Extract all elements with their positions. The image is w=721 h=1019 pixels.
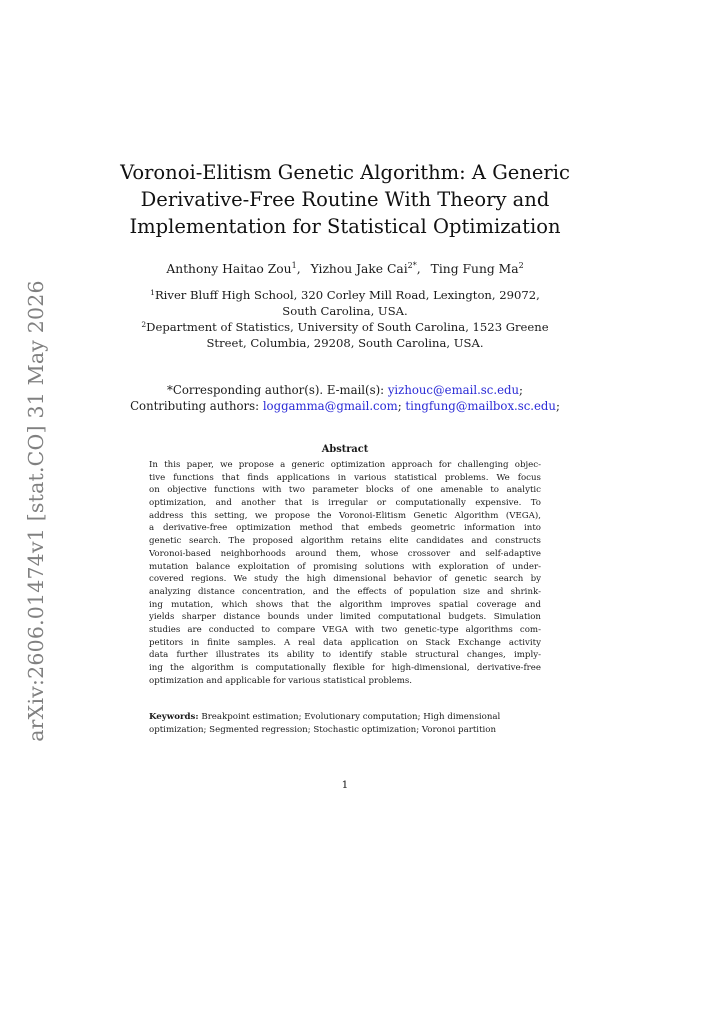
affiliation <box>110 320 580 351</box>
punctuation: ; <box>519 383 523 397</box>
affiliation-mark: 2 <box>141 320 147 329</box>
abstract-heading: Abstract <box>321 444 369 455</box>
page-number: 1 <box>341 779 349 791</box>
keywords-line: optimization; Segmented regression; Stochastic optimization; Voronoi partition <box>149 724 497 735</box>
corresponding-email-link[interactable]: yizhouc@email.sc.edu <box>387 383 519 397</box>
paper-title <box>110 159 580 240</box>
author-affiliation-mark: 1 <box>291 261 297 270</box>
abstract-line: a derivative-free optimization method that embeds geometric information into <box>149 523 541 534</box>
affiliation-line: Street, Columbia, 29208, South Carolina, USA. <box>206 335 484 350</box>
abstract-line: studies are conducted to compare VEGA with two genetic-type algorithms com- <box>149 624 541 635</box>
abstract-line: Voronoi-based neighborhoods around them, whose crossover and self-adaptive <box>149 548 541 559</box>
abstract-line: analyzing distance concentration, and the effects of population size and shrink- <box>149 586 541 597</box>
abstract-line: optimization and applicable for various statistical problems. <box>149 675 413 686</box>
punctuation: ; <box>555 399 560 413</box>
author-name: Yizhou Jake Cai <box>310 262 408 276</box>
abstract-line: ing the algorithm is computationally flexible for high-dimensional, derivative-free <box>149 663 541 673</box>
abstract-line: tive functions that finds applications in various statistical problems. We focus <box>149 472 541 483</box>
keywords-label: Keywords: <box>149 712 199 722</box>
affiliation-mark: 1 <box>150 288 155 297</box>
abstract-body <box>149 459 541 687</box>
title-line: Implementation for Statistical Optimization <box>129 215 561 238</box>
corresponding-label: *Corresponding author(s). E-mail(s): <box>167 383 385 397</box>
abstract-line: In this paper, we propose a generic optimization approach for challenging objec- <box>149 460 541 470</box>
affiliation-line: River Bluff High School, 320 Corley Mill Road, Lexington, 29072, <box>154 288 540 302</box>
affiliation-line: Department of Statistics, University of South Carolina, 1523 Greene <box>146 320 549 334</box>
abstract-line: mutation balance exploitation of promising solutions with exploration of under- <box>149 561 541 572</box>
abstract-line: ing mutation, which shows that the algorithm improves spatial coverage and <box>149 599 541 610</box>
title-line: Derivative-Free Routine With Theory and <box>140 188 550 211</box>
author-affiliation-mark: 2 <box>518 261 524 270</box>
author-list: Anthony Haitao Zou$^1$, Yizhou Jake Cai$^{2*}$, Ting Fung Ma$^2$ <box>166 261 524 276</box>
affiliation <box>110 288 580 319</box>
contributing-label: Contributing authors: <box>130 399 260 413</box>
arxiv-stamp-text: arXiv:2606.01474v1 [stat.CO] 31 May 2026 <box>24 280 48 742</box>
punctuation: ; <box>397 399 402 413</box>
abstract-line: genetic search. The proposed algorithm retains elite candidates and constructs <box>149 536 541 547</box>
abstract-line: yields sharper distance bounds under limited computational budgets. Simulation <box>149 612 541 623</box>
author-affiliation-mark: 2* <box>407 261 417 270</box>
contributing-email-link[interactable]: loggamma@gmail.com <box>262 399 398 413</box>
abstract-line: optimization, and another that is irregular or computationally expensive. To <box>149 498 541 509</box>
title-line: Voronoi-Elitism Genetic Algorithm: A Generic <box>120 161 570 184</box>
author-name: Ting Fung Ma <box>430 262 519 276</box>
arxiv-stamp <box>16 280 56 742</box>
abstract-line: address this setting, we propose the Voronoi-Elitism Genetic Algorithm (VEGA), <box>149 510 541 521</box>
abstract-line: data further illustrates its ability to identify stable structural changes, imply- <box>149 650 541 661</box>
author-name: Anthony Haitao Zou <box>166 262 292 276</box>
abstract-line: petitors in finite samples. A real data application on Stack Exchange activity <box>149 637 541 648</box>
abstract-line: covered regions. We study the high dimensional behavior of genetic search by <box>149 574 541 585</box>
keywords-line: Breakpoint estimation; Evolutionary computation; High dimensional <box>198 712 501 722</box>
keywords-block <box>149 711 541 736</box>
abstract-line: on objective functions with two parameter blocks of one amenable to analytic <box>149 485 541 496</box>
contributing-email-link[interactable]: tingfung@mailbox.sc.edu <box>405 399 556 413</box>
contact-info <box>110 382 580 414</box>
affiliation-line: South Carolina, USA. <box>282 303 408 318</box>
